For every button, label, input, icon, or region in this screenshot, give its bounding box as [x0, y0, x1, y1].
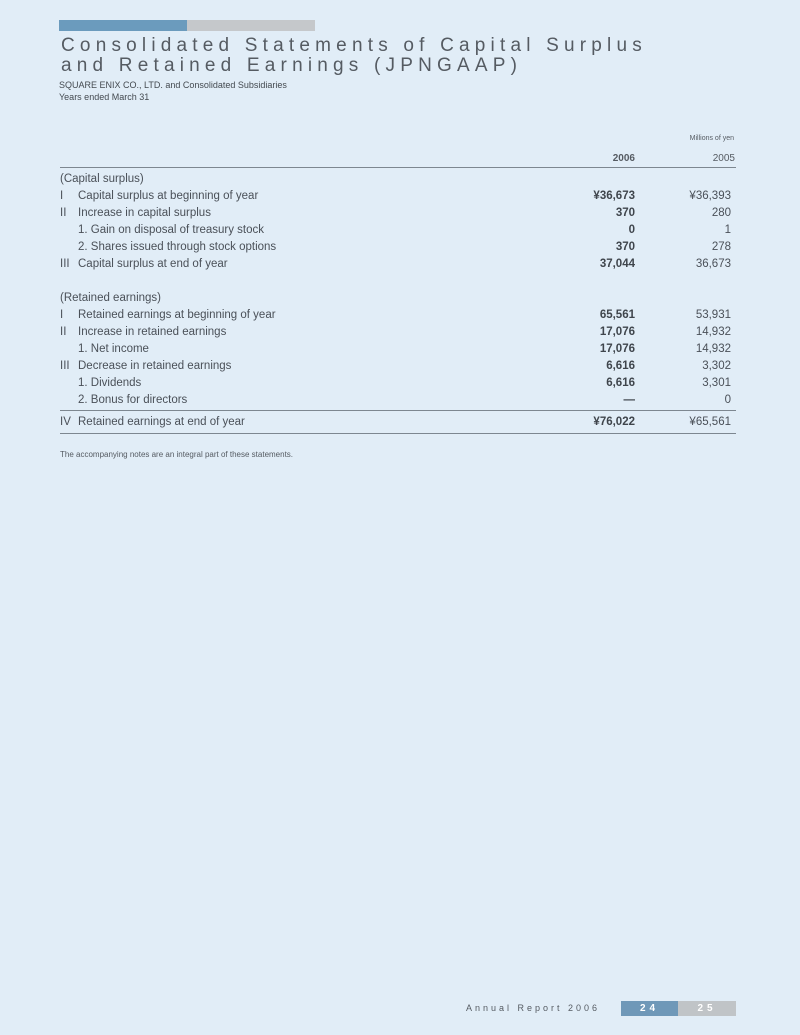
value-2005: 3,302	[702, 360, 731, 372]
header-color-bar	[59, 20, 315, 31]
total-rule-top	[60, 410, 736, 411]
header-bar-grey	[187, 20, 315, 31]
table-row	[60, 290, 736, 307]
row-label: 1. Net income	[78, 343, 149, 355]
row-label: Retained earnings at end of year	[78, 416, 245, 428]
value-2006: 370	[615, 207, 635, 219]
row-label: 2. Shares issued through stock options	[78, 241, 277, 253]
row-number: II	[60, 326, 67, 338]
table-row	[60, 239, 736, 256]
row-label: (Capital surplus)	[60, 173, 144, 185]
page-title	[61, 36, 647, 76]
value-2005: 53,931	[695, 309, 731, 321]
footer-annual-report: Annual Report 2006	[466, 1003, 601, 1013]
value-2006: 0	[628, 224, 635, 236]
value-2006: ¥36,673	[593, 190, 635, 202]
value-2006: 6,616	[606, 360, 635, 372]
row-number: II	[60, 207, 67, 219]
statement-table	[60, 171, 736, 409]
value-2005: 280	[711, 207, 731, 219]
row-label: Increase in retained earnings	[78, 326, 227, 338]
value-2006: —	[623, 394, 635, 406]
value-2006: 17,076	[599, 343, 635, 355]
value-2005: 14,932	[695, 326, 731, 338]
column-header-2006: 2006	[612, 153, 635, 164]
value-2005: ¥65,561	[689, 416, 731, 428]
row-label: Decrease in retained earnings	[78, 360, 232, 372]
table-row	[60, 256, 736, 273]
value-2006: 37,044	[599, 258, 635, 270]
footnote: The accompanying notes are an integral part of these statements.	[60, 450, 294, 459]
company-name: SQUARE ENIX CO., LTD. and Consolidated Subsidiaries	[59, 80, 287, 90]
value-2006: 17,076	[599, 326, 635, 338]
value-2006: 370	[615, 241, 635, 253]
period-label: Years ended March 31	[59, 92, 150, 102]
table-row	[60, 341, 736, 358]
page-number-right: 25	[678, 1001, 736, 1016]
page-number-left: 24	[621, 1001, 678, 1016]
value-2005: ¥36,393	[689, 190, 731, 202]
spacer-row	[60, 273, 736, 290]
value-2005: 14,932	[695, 343, 731, 355]
row-label: 1. Dividends	[78, 377, 142, 389]
row-label: Increase in capital surplus	[78, 207, 211, 219]
header-bar-blue	[59, 20, 187, 31]
row-label: Capital surplus at beginning of year	[78, 190, 259, 202]
row-label: Capital surplus at end of year	[78, 258, 228, 270]
row-label: (Retained earnings)	[60, 292, 162, 304]
table-row	[60, 307, 736, 324]
page-title-line2: and Retained Earnings (JPNGAAP)	[61, 55, 523, 76]
row-number: III	[60, 258, 70, 270]
row-label: 1. Gain on disposal of treasury stock	[78, 224, 265, 236]
header-rule	[60, 167, 736, 168]
total-row	[60, 414, 736, 431]
table-row	[60, 222, 736, 239]
row-number: III	[60, 360, 70, 372]
value-2005: 36,673	[695, 258, 731, 270]
value-2006: 65,561	[599, 309, 635, 321]
column-header-2005: 2005	[712, 153, 735, 164]
row-label: 2. Bonus for directors	[78, 394, 188, 406]
row-number: I	[60, 190, 64, 202]
value-2005: 278	[711, 241, 731, 253]
row-number: I	[60, 309, 64, 321]
total-rule-bottom	[60, 433, 736, 434]
units-label: Millions of yen	[689, 135, 734, 142]
page-title-line1: Consolidated Statements of Capital Surplus	[61, 35, 647, 56]
value-2005: 0	[724, 394, 731, 406]
value-2006: 6,616	[606, 377, 635, 389]
table-row	[60, 324, 736, 341]
table-row	[60, 205, 736, 222]
table-row	[60, 375, 736, 392]
table-row	[60, 188, 736, 205]
row-number: IV	[60, 416, 71, 428]
value-2006: ¥76,022	[593, 416, 635, 428]
table-row	[60, 358, 736, 375]
value-2005: 3,301	[702, 377, 731, 389]
row-label: Retained earnings at beginning of year	[78, 309, 276, 321]
value-2005: 1	[724, 224, 731, 236]
table-row	[60, 171, 736, 188]
table-row	[60, 392, 736, 409]
